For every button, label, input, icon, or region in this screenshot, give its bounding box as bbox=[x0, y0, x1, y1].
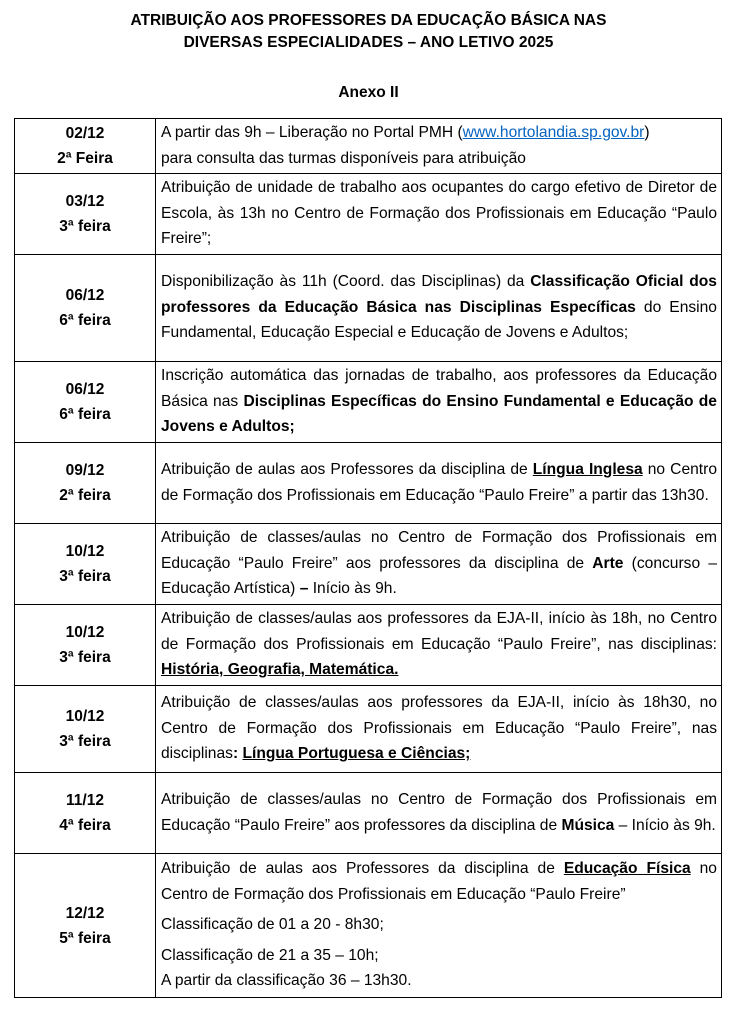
row-bold-text: Língua Portuguesa e Ciências; bbox=[242, 745, 471, 763]
date-cell bbox=[15, 773, 156, 854]
row-weekday: 3ª feira bbox=[59, 649, 111, 666]
table-row bbox=[15, 686, 722, 773]
date-cell bbox=[15, 174, 156, 255]
row-text: Início às 9h. bbox=[308, 580, 397, 598]
row-text: (concurso – Educação Artística) bbox=[161, 554, 717, 598]
row-text: Atribuição de aulas aos Professores da disciplina de bbox=[161, 860, 564, 878]
row-text: para consulta das turmas disponíveis para atribuição bbox=[161, 149, 526, 167]
row-weekday: 2ª Feira bbox=[57, 150, 113, 167]
table-row bbox=[15, 773, 722, 854]
table-row bbox=[15, 174, 722, 255]
description-cell bbox=[156, 255, 722, 362]
row-text: Atribuição de classes/aulas no Centro de Formação dos Profissionais em Educação “Paulo Freire” aos professores da disciplina de bbox=[161, 791, 717, 834]
row-date: 11/12 bbox=[66, 792, 104, 809]
row-date: 06/12 bbox=[65, 381, 105, 398]
row-weekday: 3ª feira bbox=[59, 218, 111, 235]
row-text: no Centro de Formação dos Profissionais em Educação “Paulo Freire” bbox=[161, 860, 717, 903]
row-bold-text: Classificação Oficial dos professores da Educação Básica nas Disciplinas Específicas bbox=[161, 273, 717, 316]
row-bold-text: História, Geografia, Matemática. bbox=[161, 661, 399, 679]
table-row bbox=[15, 119, 722, 174]
table-row bbox=[15, 605, 722, 686]
row-date: 10/12 bbox=[65, 543, 105, 560]
date-cell bbox=[15, 362, 156, 443]
row-text: A partir das 9h – Liberação no Portal PMH ( bbox=[161, 124, 463, 141]
row-text: Atribuição de classes/aulas aos professores da EJA-II, início às 18h30, no Centro de Formação dos Profissionais em Educação “Paulo Freire”, nas disciplinas bbox=[161, 694, 717, 763]
row-date: 09/12 bbox=[65, 462, 105, 479]
description-cell bbox=[156, 174, 722, 255]
row-date: 12/12 bbox=[65, 904, 105, 922]
description-cell bbox=[156, 773, 722, 854]
portal-link[interactable]: www.hortolandia.sp.gov.br bbox=[462, 124, 645, 141]
row-text: Disponibilização às 11h (Coord. das Disciplinas) da bbox=[161, 273, 531, 291]
row-bold-text: – bbox=[299, 580, 309, 598]
description-cell bbox=[156, 119, 722, 174]
date-cell bbox=[15, 255, 156, 362]
description-cell bbox=[156, 524, 722, 605]
date-cell bbox=[15, 605, 156, 686]
row-text: Classificação de 21 a 35 – 10h; bbox=[161, 946, 379, 964]
description-cell bbox=[156, 443, 722, 524]
row-date: 02/12 bbox=[65, 125, 105, 142]
row-date: 03/12 bbox=[65, 193, 105, 210]
row-bold-text: Música bbox=[561, 816, 615, 834]
row-bold-text: Arte bbox=[592, 554, 624, 572]
row-date: 06/12 bbox=[65, 287, 105, 304]
table-row bbox=[15, 524, 722, 605]
row-weekday: 3ª feira bbox=[59, 568, 111, 585]
row-text: Atribuição de aulas aos Professores da disciplina de bbox=[161, 461, 533, 478]
document-title-line-2: DIVERSAS ESPECIALIDADES – ANO LETIVO 2025 bbox=[183, 34, 554, 51]
row-text: Inscrição automática das jornadas de trabalho, aos professores da Educação Básica nas bbox=[161, 367, 717, 410]
row-weekday: 3ª feira bbox=[59, 733, 111, 750]
date-cell bbox=[15, 119, 156, 174]
row-bold-text: Língua Inglesa bbox=[532, 461, 643, 478]
table-row bbox=[15, 443, 722, 524]
row-text: Atribuição de classes/aulas aos professores da EJA-II, início às 18h, no Centro de Formação dos Profissionais em Educação “Paulo Freire”, nas disciplinas: bbox=[161, 610, 717, 653]
row-date: 10/12 bbox=[65, 624, 105, 641]
row-text: no Centro de Formação dos Profissionais em Educação “Paulo Freire” a partir das 13h30. bbox=[161, 461, 717, 504]
annex-heading: Anexo II bbox=[338, 84, 399, 101]
row-text: Atribuição de classes/aulas no Centro de Formação dos Profissionais em Educação “Paulo Freire” aos professores da disciplina de bbox=[161, 529, 717, 572]
date-cell bbox=[15, 686, 156, 773]
row-text: do Ensino Fundamental, Educação Especial e Educação de Jovens e Adultos; bbox=[161, 298, 717, 342]
description-cell bbox=[156, 362, 722, 443]
document-title-line-1: ATRIBUIÇÃO AOS PROFESSORES DA EDUCAÇÃO BÁSICA NAS bbox=[130, 12, 607, 29]
row-bold-text: : bbox=[232, 745, 243, 763]
row-text: A partir da classificação 36 – 13h30. bbox=[161, 972, 412, 990]
row-bold-text: Disciplinas Específicas do Ensino Fundamental e Educação de Jovens e Adultos; bbox=[161, 392, 717, 436]
schedule-table bbox=[14, 118, 722, 998]
table-row bbox=[15, 362, 722, 443]
table-row bbox=[15, 255, 722, 362]
row-text: – Início às 9h. bbox=[614, 816, 716, 834]
row-bold-text: Educação Física bbox=[563, 860, 691, 878]
description-cell bbox=[156, 605, 722, 686]
row-date: 10/12 bbox=[65, 708, 105, 725]
row-text: ) bbox=[644, 124, 650, 141]
description-cell bbox=[156, 854, 722, 998]
table-row bbox=[15, 854, 722, 998]
description-cell bbox=[156, 686, 722, 773]
row-text: Classificação de 01 a 20 - 8h30; bbox=[161, 916, 384, 934]
row-weekday: 6ª feira bbox=[59, 312, 111, 329]
row-text: Atribuição de unidade de trabalho aos ocupantes do cargo efetivo de Diretor de Escola, às 13h no Centro de Formação dos Profissionais em Educação “Paulo Freire”; bbox=[161, 179, 717, 248]
row-weekday: 6ª feira bbox=[59, 406, 111, 423]
row-weekday: 4ª feira bbox=[59, 817, 111, 834]
date-cell bbox=[15, 443, 156, 524]
date-cell bbox=[15, 854, 156, 998]
date-cell bbox=[15, 524, 156, 605]
row-weekday: 5ª feira bbox=[59, 929, 111, 947]
row-weekday: 2ª feira bbox=[59, 487, 111, 504]
